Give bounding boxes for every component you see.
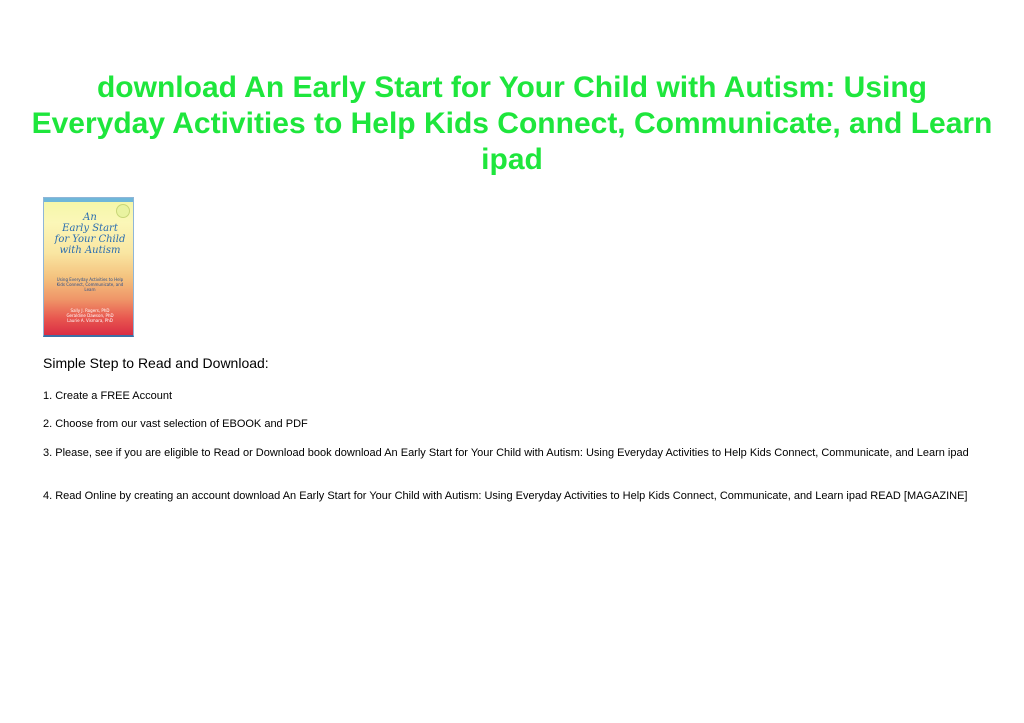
- step-item: 2. Choose from our vast selection of EBOOK and PDF: [43, 418, 308, 430]
- cover-author: Geraldine Dawson, PhD: [66, 313, 114, 318]
- book-cover-image: [43, 197, 134, 337]
- step-item: 4. Read Online by creating an account download An Early Start for Your Child with Autism: Using Everyday Activities to Help Kids Connect, Communicate, and Learn ipad READ [MAGAZINE]: [43, 490, 968, 502]
- cover-title-line: with Autism: [59, 245, 121, 256]
- cover-top-strip: [44, 198, 133, 202]
- step-item: 3. Please, see if you are eligible to Read or Download book download An Early Start for Your Child with Autism: Using Everyday Activities to Help Kids Connect, Communicate, and Learn ipad: [43, 447, 969, 459]
- steps-heading: Simple Step to Read and Download:: [43, 355, 269, 371]
- cover-title-line: An: [83, 212, 97, 223]
- page-title: download An Early Start for Your Child with Autism: Using Everyday Activities to Help Kids Connect, Communicate, and Learn ipad: [31, 71, 993, 176]
- cover-title-line: for Your Child: [54, 234, 126, 245]
- cover-author: Laurie A. Vismara, PhD: [67, 318, 113, 323]
- cover-title-line: Early Start: [62, 223, 118, 234]
- cover-title: [50, 212, 130, 256]
- cover-authors: [52, 308, 128, 323]
- cover-author: Sally J. Rogers, PhD: [70, 308, 110, 313]
- step-item: 1. Create a FREE Account: [43, 390, 173, 402]
- cover-subtitle: Using Everyday Activities to Help Kids Connect, Communicate, and Learn: [56, 277, 124, 292]
